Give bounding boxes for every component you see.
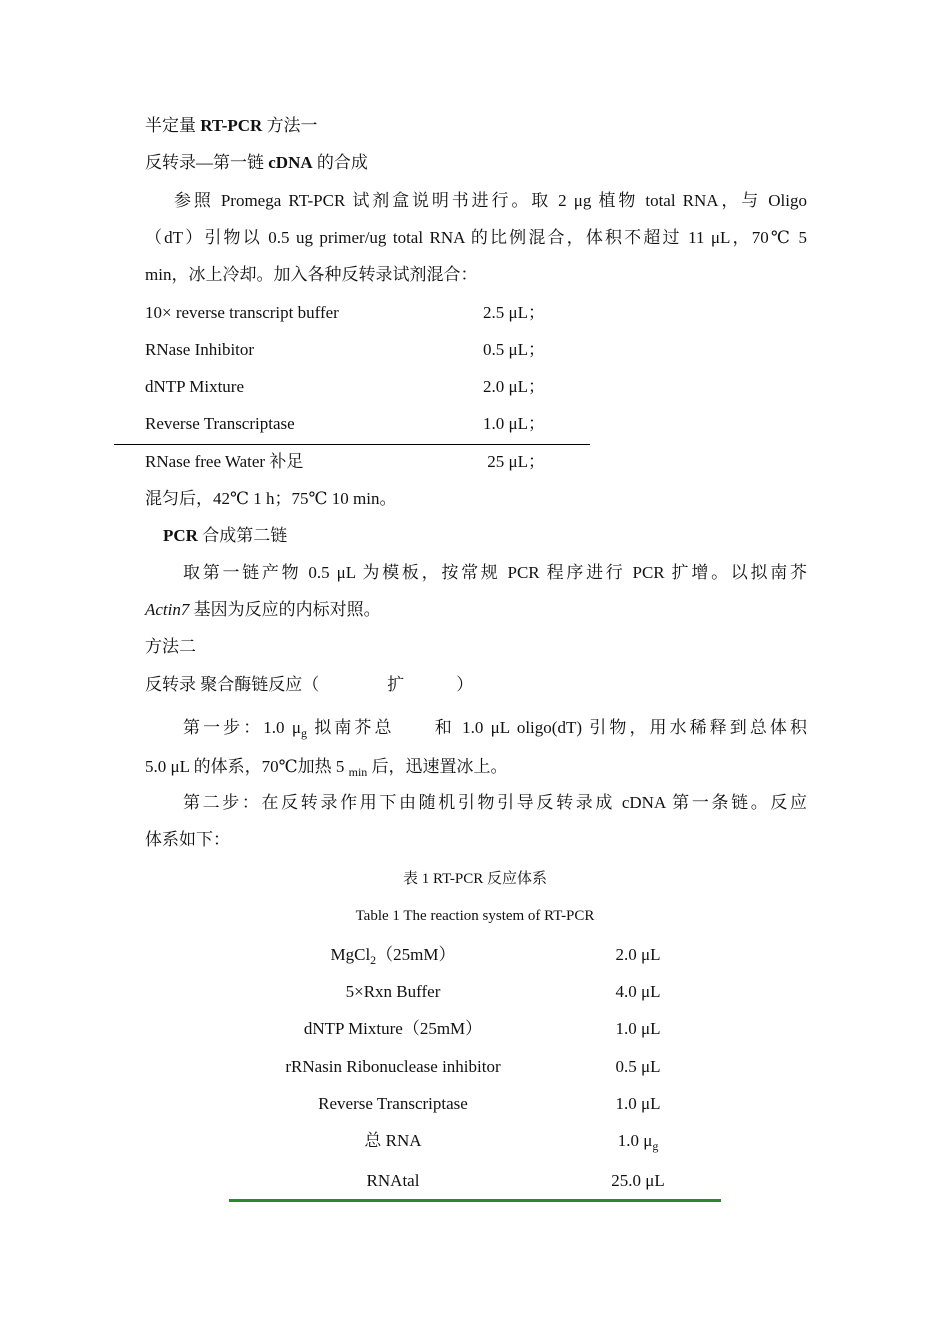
table-caption-en: Table 1 The reaction system of RT-PCR [355,908,595,924]
reagent-value: 2.5 μL； [483,303,545,322]
method2-heading: 方法二 [145,637,196,656]
mix-instruction: 混匀后，42℃ 1 h；75℃ 10 min。 [145,489,397,508]
table-row-name: Reverse Transcriptase [318,1094,468,1113]
table-row-name: MgCl$_2$（25mM） [330,945,456,967]
table-row-value: 4.0 μL [615,982,661,1001]
table-row-name: rRNasin Ribonuclease inhibitor [285,1057,501,1076]
table-row-value: 1.0 μL [615,1019,661,1038]
reagent-value: 1.0 μL； [483,414,545,433]
section-heading-first-strand: 反转录—第一链 cDNA 的合成 [145,153,368,172]
reagent-name: Reverse Transcriptase [145,414,295,433]
step1-line2: 5.0 μL 的体系，70℃加热 5 $_{min}$ 后，迅速置冰上。 [145,757,508,779]
reagent-name: RNase Inhibitor [145,340,255,359]
step1-line1: 第一步：1.0 $\mu_g$ 拟南芥总 和 1.0 μL oligo(dT) 引物，用水稀释到总体积 [183,718,807,740]
pcr-para-line2: Actin7 基因为反应的内标对照。 [145,600,381,619]
reagent-name: 10× reverse transcript buffer [145,303,339,322]
separator-rule [114,444,590,445]
para1-line2: （dT）引物以 0.5 ug primer/ug total RNA 的比例混合，体积不超过 11 μL，70℃ 5 [145,228,807,247]
table-caption-cn: 表 1 RT-PCR 反应体系 [403,871,547,887]
table-row-value: 0.5 μL [615,1057,661,1076]
table-row-value: 1.0 μL [615,1094,661,1113]
para1-line1: 参照 Promega RT-PCR 试剂盒说明书进行。取 2 μg 植物 total RNA，与 Oligo [174,191,807,210]
table-row-name: dNTP Mixture（25mM） [303,1019,483,1038]
reagent-name: RNase free Water 补足 [145,452,304,471]
reagent-value: 25 μL； [487,452,545,471]
section-heading-pcr: PCR 合成第二链 [163,526,288,545]
table-row-value: 25.0 μL [611,1171,665,1190]
method2-subheading: 反转录 聚合酶链反应（ 扩 ） [145,675,474,694]
table-row-name: RNAtal [366,1171,420,1190]
page-title: 半定量 RT-PCR 方法一 [145,116,318,135]
step2-line2: 体系如下： [145,830,230,849]
pcr-para-line1: 取第一链产物 0.5 μL 为模板，按常规 PCR 程序进行 PCR 扩增。以拟南芥 [183,563,807,582]
table-row-value: 1.0 $\mu_g$ [617,1131,659,1153]
reagent-value: 2.0 μL； [483,377,545,396]
table-row-name: 5×Rxn Buffer [345,982,441,1001]
reagent-name: dNTP Mixture [145,377,245,396]
step2-line1: 第二步：在反转录作用下由随机引物引导反转录成 cDNA 第一条链。反应 [183,793,807,812]
table-bottom-rule [229,1199,721,1202]
para1-line3: min，冰上冷却。加入各种反转录试剂混合： [145,265,478,284]
reagent-value: 0.5 μL； [483,340,545,359]
table-row-name: 总 RNA [364,1131,422,1150]
table-row-value: 2.0 μL [615,945,661,964]
